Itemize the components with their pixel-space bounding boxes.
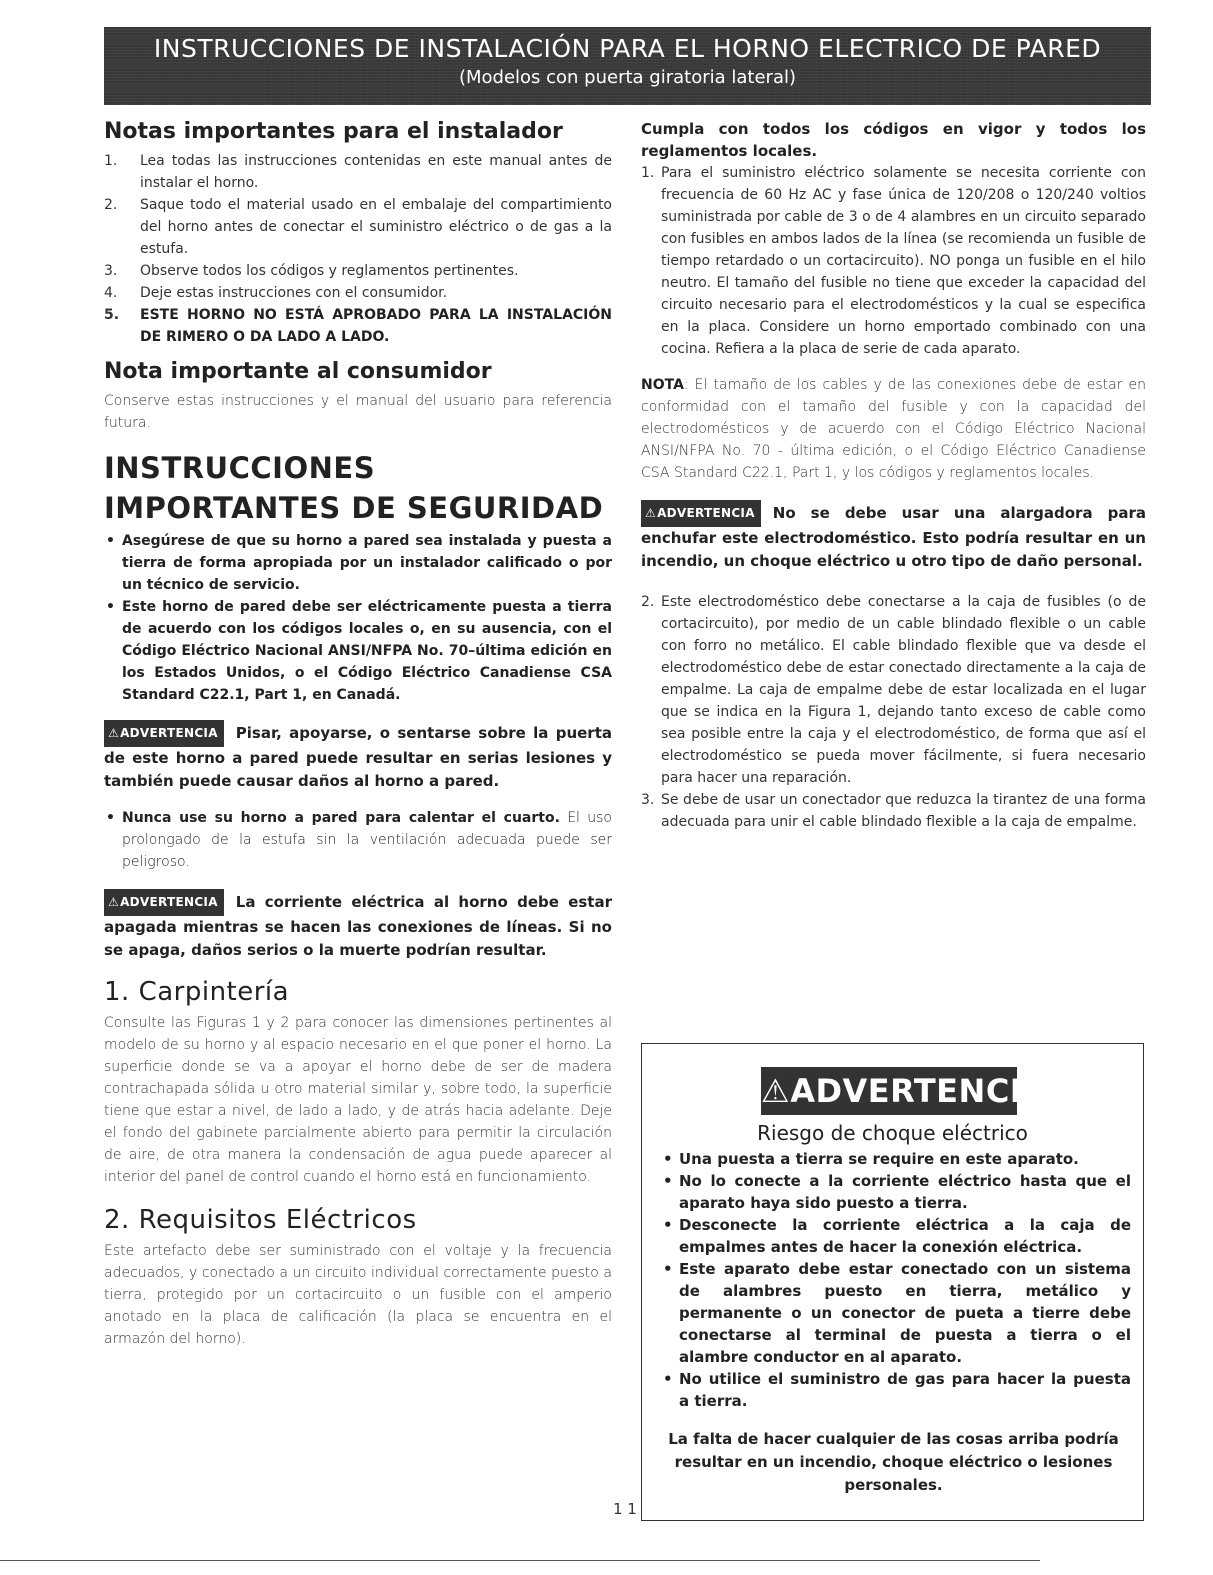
safety-heading-line2: IMPORTANTES DE SEGURIDAD (104, 491, 604, 525)
carpentry-text: Consulte las Figuras 1 y 2 para conocer las dimensiones pertinentes al modelo de su horno y al espacio necesario en el que poner el horno. La superficie donde se va a apoyar el horno debe de ser de madera contrachapada sólida u otro material similar y, sobre todo, la superficie tiene que estar a nivel, de lado a lado, y de atrás hacia adelante. Deje el fondo del gabinete parcialmente abierto para permitir la circulación de aire, de otra manera la condensación de agua puede aparecer al interior del panel de control cuando el horno está en funcionamiento. (104, 1015, 612, 1185)
list-item: • Este horno de pared debe ser eléctricamente puesta a tierra de acuerdo con los códigos locales o, en su ausencia, con el Código Eléctrico Nacional ANSI/NFPA No. 70–última edición en los Estados Unidos, o el Código Eléctrico Canadiense CSA Standard C22.1, Part 1, en Canadá. (104, 596, 612, 706)
warning-power-off: ⚠ADVERTENCIA La corriente eléctrica al horno debe estar apagada mientras se hacen las conexiones de líneas. Si no se apaga, daños serios o la muerte podrían resultar. (104, 889, 612, 962)
warning-door: ⚠ADVERTENCIA Pisar, apoyarse, o sentarse sobre la puerta de este horno a pared puede resultar en serias lesiones y también puede causar daños al horno a pared. (104, 720, 612, 793)
note-label: NOTA (641, 377, 684, 393)
electrical-text: Este artefacto debe ser suministrado con el voltaje y la frecuencia adecuados, y conectado a un circuito individual correctamente puesto a tierra, protegido por un cortacircuito o un fusible con el amperio anotado en la placa de calificación (la placa se encuentra en el armazón del horno). (104, 1243, 612, 1347)
list-item: • Asegúrese de que su horno a pared sea instalada y puesta a tierra de forma apropiada por un instalador calificado o por un técnico de servicio. (104, 530, 612, 596)
document-title: INSTRUCCIONES DE INSTALACIÓN PARA EL HORNO ELECTRICO DE PARED (153, 34, 1102, 63)
note-paragraph: NOTA: El tamaño de los cables y de las conexiones debe de estar en conformidad con el tamaño del fusible y con la capacidad del electrodomésticos y de acuerdo con el Código Eléctrico Nacional ANSI/NFPA No. 70 - última edición, o el Código Eléctrico Canadiense CSA Standard C22.1, Part 1, y los códigos y reglamentos locales. (641, 377, 1146, 481)
list-item: • No utilice el suministro de gas para hacer la puesta a tierra. (661, 1368, 1131, 1412)
installer-notes-heading: Notas importantes para el instalador (104, 119, 563, 144)
list-item: 4. Deje estas instrucciones con el consumidor. (104, 285, 448, 301)
list-item: 1. Para el suministro eléctrico solamente se necesita corriente con frecuencia de 60 Hz AC y fase única de 120/208 o 120/240 voltios suministrada por cable de 3 o de 4 alambres en un circuito separado con fusibles en ambos lados de la línea (se recomienda un fusible de tiempo retardado o un cortacircuito). NO ponga un fusible en el hilo neutro. El tamaño del fusible no tiene que exceder la capacidad del circuito necesario para el electrodomésticos y la cual se especifica en la placa. Considere un horno emportado combinado con una cocina. Refiera a la placa de serie de cada aparato. (641, 165, 1146, 357)
list-item: • Nunca use su horno a pared para calentar el cuarto. El uso prolongado de la estufa sin la ventilación adecuada puede ser peligroso. (104, 807, 612, 873)
consumer-note-text: Conserve estas instrucciones y el manual del usuario para referencia futura. (104, 393, 612, 431)
list-item: 2. Este electrodoméstico debe conectarse a la caja de fusibles (o de cortacircuito), por medio de un cable blindado flexible o un cable con forro no metálico. El cable blindado flexible que va desde el electrodoméstico debe de estar conectado directamente a la caja de empalme. La caja de empalme debe de estar localizada en el lugar que se indica en la Figura 1, dejando tanto exceso de cable como sea posible entre la caja y el electrodoméstico, de forma que así el electrodoméstico se pueda mover fácilmente, si fuera necesario para hacer una reparación. (641, 594, 1146, 786)
shock-risk-bullets (661, 1148, 1131, 1412)
shock-warning-box (641, 1043, 1144, 1521)
heating-warning (104, 807, 612, 873)
list-item: 2. Saque todo el material usado en el embalaje del compartimiento del horno antes de conectar el suministro eléctrico o de gas a la estufa. (104, 197, 612, 257)
electrical-list-2 (641, 591, 1146, 833)
carpentry-heading: 1. Carpintería (104, 977, 290, 1007)
list-item: • No lo conecte a la corriente eléctrico hasta que el aparato haya sido puesto a tierra. (661, 1170, 1131, 1214)
document-subtitle: (Modelos con puerta giratoria lateral) (458, 67, 797, 88)
right-column (641, 118, 1146, 843)
consumer-note-heading: Nota importante al consumidor (104, 359, 492, 384)
warning-badge: ⚠ADVERTENCIA (104, 720, 224, 747)
list-item: • Desconecte la corriente eléctrica a la caja de empalmes antes de hacer la conexión eléctrica. (661, 1214, 1131, 1258)
list-item: 5. ESTE HORNO NO ESTÁ APROBADO PARA LA INSTALACIÓN DE RIMERO O DA LADO A LADO. (104, 307, 612, 345)
installer-notes-list (104, 150, 612, 348)
warning-badge: ⚠ADVERTENCIA (104, 889, 224, 916)
warning-triangle-icon: ⚠ (108, 726, 120, 740)
warning-triangle-icon: ⚠ (645, 506, 657, 520)
shock-risk-title: Riesgo de choque eléctrico (757, 1121, 1028, 1145)
page-number: 1 1 (613, 1500, 637, 1518)
list-item: • Este aparato debe estar conectado con un sistema de alambres puesto en tierra, metálico y permanente o un conector de pueta a tierre debe conectarse al terminal de puesta a tierra o el alambre conductor en al aparato. (661, 1258, 1131, 1368)
warning-extension-cord: ⚠ADVERTENCIA No se debe usar una alargadora para enchufar este electrodoméstico. Esto podría resultar en un incendio, un choque eléctrico u otro tipo de daño personal. (641, 500, 1146, 573)
warning-banner: ⚠ADVERTENCIA (761, 1067, 1017, 1115)
electrical-list-1 (641, 162, 1146, 360)
bottom-rule (0, 1560, 1040, 1561)
codes-heading: Cumpla con todos los códigos en vigor y todos los reglamentos locales. (641, 120, 1146, 160)
list-item: • Una puesta a tierra se require en este aparato. (661, 1148, 1131, 1170)
warning-triangle-icon: ⚠ (761, 1072, 791, 1110)
shock-risk-footer: La falta de hacer cualquier de las cosas arriba podría resultar en un incendio, choque eléctrico o lesiones personales. (668, 1430, 1119, 1494)
list-item: 3. Observe todos los códigos y reglamentos pertinentes. (104, 263, 519, 279)
list-item: 1. Lea todas las instrucciones contenidas en este manual antes de instalar el horno. (104, 153, 612, 191)
warning-triangle-icon: ⚠ (108, 895, 120, 909)
warning-badge: ⚠ADVERTENCIA (641, 500, 761, 527)
safety-bullets (104, 530, 612, 706)
list-item: 3. Se debe de usar un conectador que reduzca la tirantez de una forma adecuada para unir el cable blindado flexible a la caja de empalme. (641, 792, 1146, 830)
electrical-heading: 2. Requisitos Eléctricos (104, 1205, 417, 1235)
safety-heading-line1: INSTRUCCIONES (104, 451, 376, 485)
title-banner (104, 27, 1151, 105)
left-column (104, 118, 612, 1350)
